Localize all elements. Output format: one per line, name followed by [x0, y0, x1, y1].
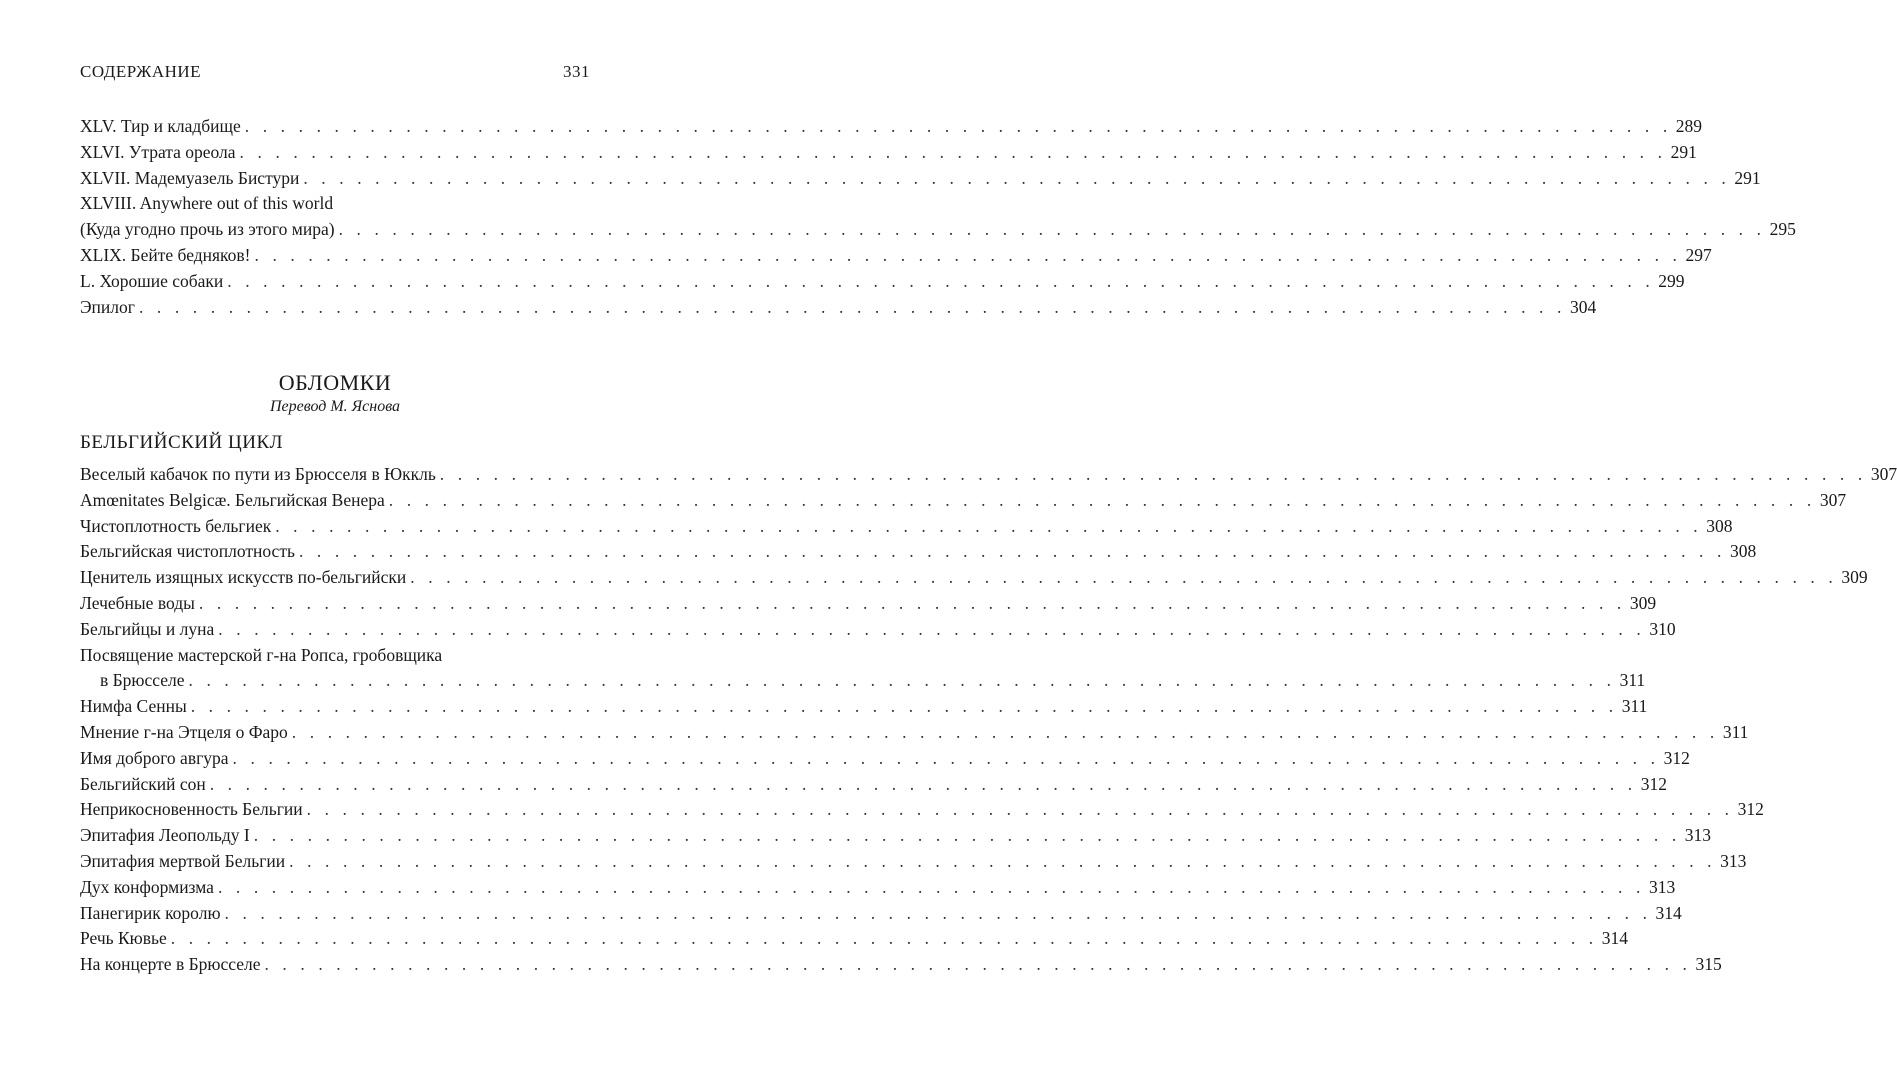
toc-entry-page: 313	[1720, 850, 1747, 871]
toc-entry	[80, 269, 1685, 295]
toc-entry-page: 314	[1601, 928, 1629, 949]
toc-entry	[80, 823, 1712, 849]
section-title: ОБЛОМКИ	[278, 370, 392, 395]
toc-entry	[80, 875, 1676, 901]
toc-entry	[80, 772, 1667, 798]
dot-leader: . . . . . . . . . . . . . . . . . . . . . . . . . . . . . . . . . . . . . . . . . . . . . . . . . . . . . . . . . . . . . . . . . . . . . . . . . . . . . . . .	[190, 696, 1618, 717]
toc-entry	[80, 952, 1722, 978]
toc-entry-page: 311	[1722, 721, 1749, 742]
dot-leader: . . . . . . . . . . . . . . . . . . . . . . . . . . . . . . . . . . . . . . . . . . . . . . . . . . . . . . . . . . . . . . . . . . . . . . . . . . . . . . . .	[227, 270, 1655, 291]
toc-entry	[80, 114, 1703, 140]
toc-entry-title-continued: (Куда угодно прочь из этого мира)	[80, 219, 335, 240]
toc-entry-page: 309	[1841, 567, 1868, 588]
toc-entry-title: Посвящение мастерской г-на Ропса, гробовщика	[80, 644, 443, 665]
toc-entry-title: На концерте в Брюсселе	[80, 954, 261, 975]
toc-entry-title: Ценитель изящных искусств по-бельгийски	[80, 567, 407, 588]
dot-leader: . . . . . . . . . . . . . . . . . . . . . . . . . . . . . . . . . . . . . . . . . . . . . . . . . . . . . . . . . . . . . . . . . . . . . . . . . . . . . . . .	[244, 116, 1672, 136]
dot-leader: . . . . . . . . . . . . . . . . . . . . . . . . . . . . . . . . . . . . . . . . . . . . . . . . . . . . . . . . . . . . . . . . . . . . . . . . . . . . . . . .	[303, 167, 1731, 188]
toc-entry-page: 297	[1685, 244, 1712, 265]
toc-entry-title: XLIX. Бейте бедняков!	[80, 244, 251, 265]
toc-entry	[80, 797, 1764, 823]
toc-entry	[80, 901, 1682, 927]
toc-entry	[80, 565, 1868, 591]
dot-leader: . . . . . . . . . . . . . . . . . . . . . . . . . . . . . . . . . . . . . . . . . . . . . . . . . . . . . . . . . . . . . . . . . . . . . . . . . . . . . . . .	[291, 721, 1719, 742]
toc-entry-title: L. Хорошие собаки	[80, 270, 224, 291]
dot-leader: . . . . . . . . . . . . . . . . . . . . . . . . . . . . . . . . . . . . . . . . . . . . . . . . . . . . . . . . . . . . . . . . . . . . . . . . . . . . . . . .	[298, 541, 1726, 562]
toc-entry-page: 291	[1734, 167, 1761, 188]
toc-entry	[80, 694, 1648, 720]
dot-leader: . . . . . . . . . . . . . . . . . . . . . . . . . . . . . . . . . . . . . . . . . . . . . . . . . . . . . . . . . . . . . . . . . . . . . . . . . . . . . . . .	[198, 592, 1626, 613]
dot-leader: . . . . . . . . . . . . . . . . . . . . . . . . . . . . . . . . . . . . . . . . . . . . . . . . . . . . . . . . . . . . . . . . . . . . . . . . . . . . . . . .	[289, 850, 1717, 871]
running-header	[80, 62, 590, 82]
toc-entry-page: 308	[1706, 515, 1733, 536]
toc-entry-title: Нимфа Сенны	[80, 696, 187, 717]
toc-entry-page: 307	[1870, 464, 1897, 484]
toc-entry	[80, 191, 1796, 243]
toc-entry	[80, 617, 1676, 643]
dot-leader: . . . . . . . . . . . . . . . . . . . . . . . . . . . . . . . . . . . . . . . . . . . . . . . . . . . . . . . . . . . . . . . . . . . . . . . . . . . . . . . .	[224, 902, 1652, 923]
toc-entry-page: 315	[1695, 954, 1722, 975]
toc-entry-title: Веселый кабачок по пути из Брюсселя в Юккль	[80, 464, 436, 484]
toc-entry-title: Эпитафия Леопольду I	[80, 825, 250, 846]
toc-entry-title: Бельгийцы и луна	[80, 618, 215, 639]
toc-entry-title: Панегирик королю	[80, 902, 221, 923]
toc-entry-title: XLVII. Мадемуазель Бистури	[80, 167, 300, 188]
toc-list-bottom	[80, 462, 1897, 978]
toc-entry-title: Amœnitates Belgicæ. Бельгийская Венера	[80, 489, 385, 510]
toc-entry-page: 311	[1621, 696, 1648, 717]
toc-entry-title: Эпилог	[80, 296, 135, 317]
dot-leader: . . . . . . . . . . . . . . . . . . . . . . . . . . . . . . . . . . . . . . . . . . . . . . . . . . . . . . . . . . . . . . . . . . . . . . . . . . . . . . . .	[410, 567, 1838, 588]
toc-entry-page: 299	[1658, 270, 1685, 291]
toc-entry	[80, 849, 1747, 875]
toc-entry-title: Имя доброго авгура	[80, 747, 229, 768]
toc-entry-title: Речь Кювье	[80, 928, 167, 949]
dot-leader: . . . . . . . . . . . . . . . . . . . . . . . . . . . . . . . . . . . . . . . . . . . . . . . . . . . . . . . . . . . . . . . . . . . . . . . . . . . . . . . .	[275, 515, 1703, 536]
toc-entry-title: Дух конформизма	[80, 876, 214, 897]
toc-entry-title: Чистоплотность бельгиек	[80, 515, 272, 536]
toc-entry-page: 311	[1619, 670, 1646, 691]
dot-leader: . . . . . . . . . . . . . . . . . . . . . . . . . . . . . . . . . . . . . . . . . . . . . . . . . . . . . . . . . . . . . . . . . . . . . . . . . . . . . . . .	[306, 799, 1734, 820]
toc-entry	[80, 140, 1697, 166]
page-number: 331	[563, 62, 590, 81]
toc-entry-page: 313	[1684, 825, 1712, 846]
toc-entry-title: Эпитафия мертвой Бельгии	[80, 850, 286, 871]
toc-entry-page: 312	[1737, 799, 1764, 820]
toc-entry-page: 312	[1640, 773, 1667, 794]
toc-entry-title: XLVI. Утрата ореола	[80, 141, 236, 162]
toc-entry	[80, 488, 1847, 514]
toc-entry-page: 304	[1569, 296, 1597, 317]
toc-entry-page: 295	[1769, 219, 1796, 240]
toc-entry-title: Бельгийская чистоплотность	[80, 541, 295, 562]
dot-leader: . . . . . . . . . . . . . . . . . . . . . . . . . . . . . . . . . . . . . . . . . . . . . . . . . . . . . . . . . . . . . . . . . . . . . . . . . . . . . . . .	[188, 670, 1616, 691]
dot-leader: . . . . . . . . . . . . . . . . . . . . . . . . . . . . . . . . . . . . . . . . . . . . . . . . . . . . . . . . . . . . . . . . . . . . . . . . . . . . . . . .	[232, 747, 1660, 768]
toc-entry	[80, 514, 1733, 540]
translator-credit: Перевод М. Яснова	[269, 398, 401, 415]
toc-entry-title: XLV. Тир и кладбище	[80, 116, 241, 136]
dot-leader: . . . . . . . . . . . . . . . . . . . . . . . . . . . . . . . . . . . . . . . . . . . . . . . . . . . . . . . . . . . . . . . . . . . . . . . . . . . . . . . .	[138, 296, 1566, 317]
toc-entry	[80, 591, 1657, 617]
toc-entry	[80, 746, 1690, 772]
dot-leader: . . . . . . . . . . . . . . . . . . . . . . . . . . . . . . . . . . . . . . . . . . . . . . . . . . . . . . . . . . . . . . . . . . . . . . . . . . . . . . . .	[338, 219, 1766, 240]
toc-entry-title: XLVIII. Anywhere out of this world	[80, 193, 334, 214]
toc-entry	[80, 295, 1597, 321]
toc-entry-title: Бельгийский сон	[80, 773, 206, 794]
toc-entry-title: Неприкосновенность Бельгии	[80, 799, 303, 820]
dot-leader: . . . . . . . . . . . . . . . . . . . . . . . . . . . . . . . . . . . . . . . . . . . . . . . . . . . . . . . . . . . . . . . . . . . . . . . . . . . . . . . .	[209, 773, 1637, 794]
dot-leader: . . . . . . . . . . . . . . . . . . . . . . . . . . . . . . . . . . . . . . . . . . . . . . . . . . . . . . . . . . . . . . . . . . . . . . . . . . . . . . . .	[439, 464, 1867, 484]
toc-entry	[80, 243, 1712, 269]
dot-leader: . . . . . . . . . . . . . . . . . . . . . . . . . . . . . . . . . . . . . . . . . . . . . . . . . . . . . . . . . . . . . . . . . . . . . . . . . . . . . . . .	[264, 954, 1692, 975]
dot-leader: . . . . . . . . . . . . . . . . . . . . . . . . . . . . . . . . . . . . . . . . . . . . . . . . . . . . . . . . . . . . . . . . . . . . . . . . . . . . . . . .	[253, 825, 1681, 846]
running-title: СОДЕРЖАНИЕ	[80, 62, 202, 81]
toc-entry-title: Мнение г-на Этцеля о Фаро	[80, 721, 288, 742]
dot-leader: . . . . . . . . . . . . . . . . . . . . . . . . . . . . . . . . . . . . . . . . . . . . . . . . . . . . . . . . . . . . . . . . . . . . . . . . . . . . . . . .	[170, 928, 1598, 949]
dot-leader: . . . . . . . . . . . . . . . . . . . . . . . . . . . . . . . . . . . . . . . . . . . . . . . . . . . . . . . . . . . . . . . . . . . . . . . . . . . . . . . .	[217, 876, 1645, 897]
toc-entry	[80, 926, 1629, 952]
toc-entry	[80, 539, 1757, 565]
dot-leader: . . . . . . . . . . . . . . . . . . . . . . . . . . . . . . . . . . . . . . . . . . . . . . . . . . . . . . . . . . . . . . . . . . . . . . . . . . . . . . . .	[239, 141, 1667, 162]
toc-entry	[80, 166, 1761, 192]
dot-leader: . . . . . . . . . . . . . . . . . . . . . . . . . . . . . . . . . . . . . . . . . . . . . . . . . . . . . . . . . . . . . . . . . . . . . . . . . . . . . . . .	[218, 618, 1646, 639]
toc-entry-page: 308	[1729, 541, 1757, 562]
dot-leader: . . . . . . . . . . . . . . . . . . . . . . . . . . . . . . . . . . . . . . . . . . . . . . . . . . . . . . . . . . . . . . . . . . . . . . . . . . . . . . . .	[254, 244, 1682, 265]
dot-leader: . . . . . . . . . . . . . . . . . . . . . . . . . . . . . . . . . . . . . . . . . . . . . . . . . . . . . . . . . . . . . . . . . . . . . . . . . . . . . . . .	[388, 489, 1816, 510]
toc-entry-page: 312	[1663, 747, 1690, 768]
toc-entry	[80, 462, 1897, 488]
toc-entry-page: 309	[1629, 592, 1657, 613]
toc-entry-page: 314	[1655, 902, 1682, 923]
toc-entry-title: Лечебные воды	[80, 592, 195, 613]
toc-entry-page: 310	[1649, 618, 1676, 639]
toc-entry-page: 313	[1648, 876, 1676, 897]
toc-list-top	[80, 114, 1796, 320]
toc-entry-page: 307	[1819, 489, 1847, 510]
toc-entry-page: 289	[1675, 116, 1703, 136]
toc-entry-title-continued: в Брюсселе	[100, 670, 185, 691]
toc-entry	[80, 643, 1646, 695]
toc-entry	[80, 720, 1749, 746]
toc-entry-page: 291	[1670, 141, 1697, 162]
cycle-heading: БЕЛЬГИЙСКИЙ ЦИКЛ	[80, 432, 284, 453]
